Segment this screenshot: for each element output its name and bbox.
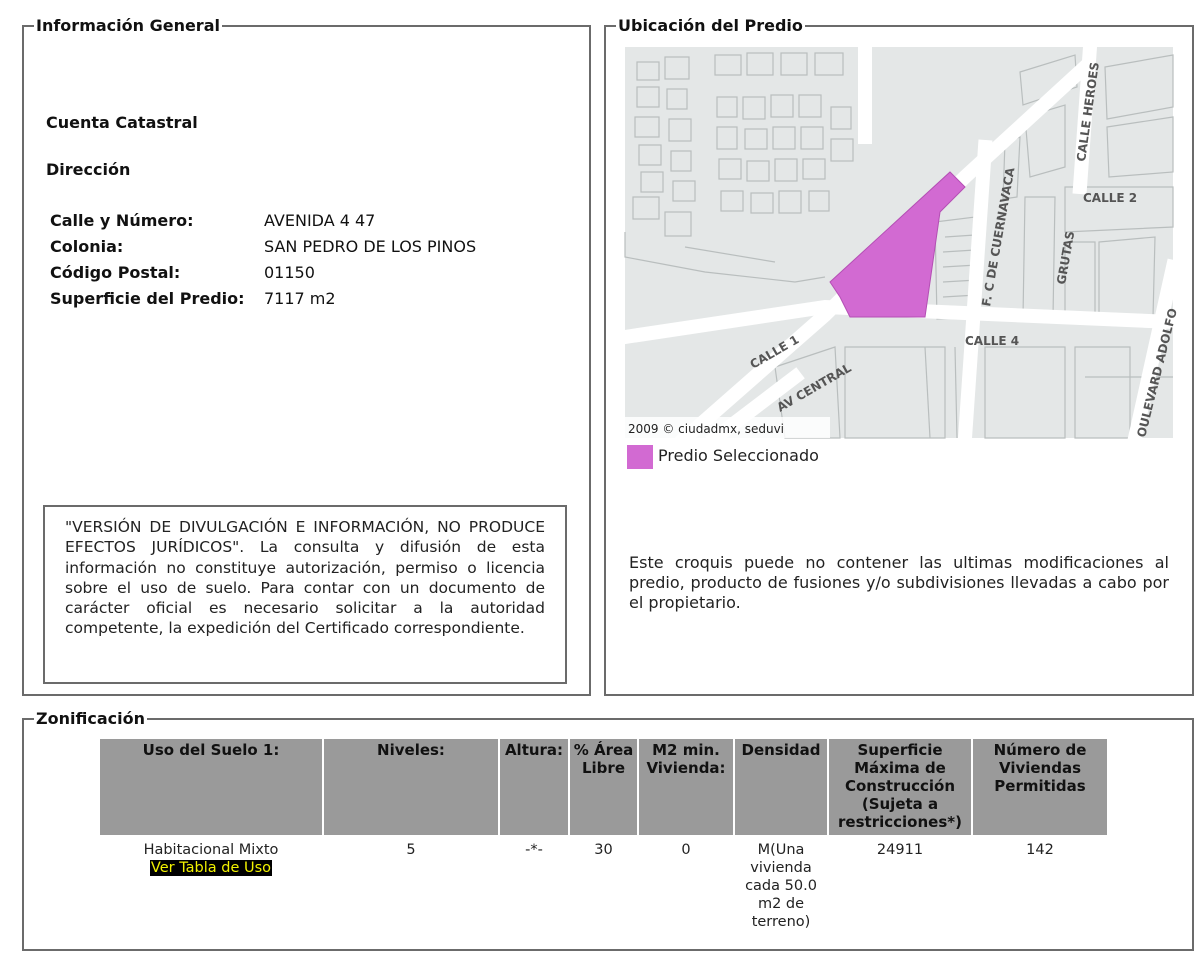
map-copyright: 2009 © ciudadmx, seduvi [628, 422, 785, 436]
map-label-grutas: GRUTAS [1054, 229, 1078, 286]
predio-legend-swatch [627, 445, 653, 469]
map-label-calle-1: CALLE 1 [747, 332, 802, 372]
map-label-calle-heroes: CALLE HEROES [1074, 61, 1102, 163]
table-row [100, 837, 1107, 935]
colonia-value: SAN PEDRO DE LOS PINOS [264, 237, 477, 256]
zonificacion-legend: Zonificación [36, 709, 145, 728]
cell-uso [100, 837, 322, 935]
header-niveles: Niveles: [324, 739, 498, 835]
map-label-av-central: AV CENTRAL [774, 360, 854, 415]
cell-densidad: M(Una vivienda cada 50.0 m2 de terreno) [745, 842, 817, 930]
cell-viviendas: 142 [1026, 842, 1054, 858]
ubicacion-legend: Ubicación del Predio [618, 16, 803, 35]
cell-niveles: 5 [406, 842, 416, 858]
zonificacion-table [98, 737, 1109, 937]
colonia-label: Colonia: [50, 237, 124, 256]
map-blocks-left [625, 53, 853, 282]
location-map[interactable] [625, 47, 1180, 439]
superficie-value: 7117 m2 [264, 289, 336, 308]
calle-label: Calle y Número: [50, 211, 194, 230]
header-superficie-maxima: Superficie Máxima de Construcción (Sujeta a restricciones*) [829, 739, 971, 835]
map-svg [625, 47, 1180, 439]
zonificacion-header-row [100, 739, 1107, 835]
cuenta-catastral-heading: Cuenta Catastral [46, 113, 198, 132]
general-info-legend: Información General [36, 16, 220, 35]
ver-tabla-de-uso-link[interactable]: Ver Tabla de Uso [150, 860, 272, 876]
map-label-calle-4: CALLE 4 [965, 334, 1020, 348]
codigo-postal-label: Código Postal: [50, 263, 181, 282]
cell-superficie: 24911 [876, 842, 924, 858]
map-label-boulevard: OULEVARD ADOLFO [1134, 306, 1180, 439]
cell-altura: -*- [525, 842, 543, 858]
direccion-heading: Dirección [46, 160, 131, 179]
map-label-fc-cuernavaca: F. C DE CUERNAVACA [979, 166, 1018, 308]
cell-area-libre: 30 [594, 842, 613, 858]
header-area-libre: % Área Libre [570, 739, 637, 835]
header-uso-suelo: Uso del Suelo 1: [100, 739, 322, 835]
uso-value: Habitacional Mixto [143, 842, 279, 858]
predio-legend-label: Predio Seleccionado [658, 446, 819, 465]
croquis-note: Este croquis puede no contener las ultimas modificaciones al predio, producto de fusiones y/o subdivisiones llevadas a cabo por el propietario. [629, 553, 1169, 612]
calle-value: AVENIDA 4 47 [264, 211, 376, 230]
map-label-calle-2: CALLE 2 [1083, 191, 1138, 205]
map-selected-parcel[interactable] [830, 172, 965, 317]
header-numero-viviendas: Número de Viviendas Permitidas [973, 739, 1107, 835]
header-altura: Altura: [500, 739, 568, 835]
codigo-postal-value: 01150 [264, 263, 315, 282]
header-densidad: Densidad [735, 739, 827, 835]
cell-m2-min: 0 [681, 842, 691, 858]
superficie-label: Superficie del Predio: [50, 289, 245, 308]
header-m2-min: M2 min. Vivienda: [639, 739, 733, 835]
disclaimer-box: "VERSIÓN DE DIVULGACIÓN E INFORMACIÓN, NO PRODUCE EFECTOS JURÍDICOS". La consulta y difusión de esta información no constituye autorización, permiso o licencia sobre el uso de suelo. Para contar con un documento de carácter oficial es necesario solicitar a la autoridad competente, la expedición del Certificado correspondiente. [43, 505, 567, 684]
